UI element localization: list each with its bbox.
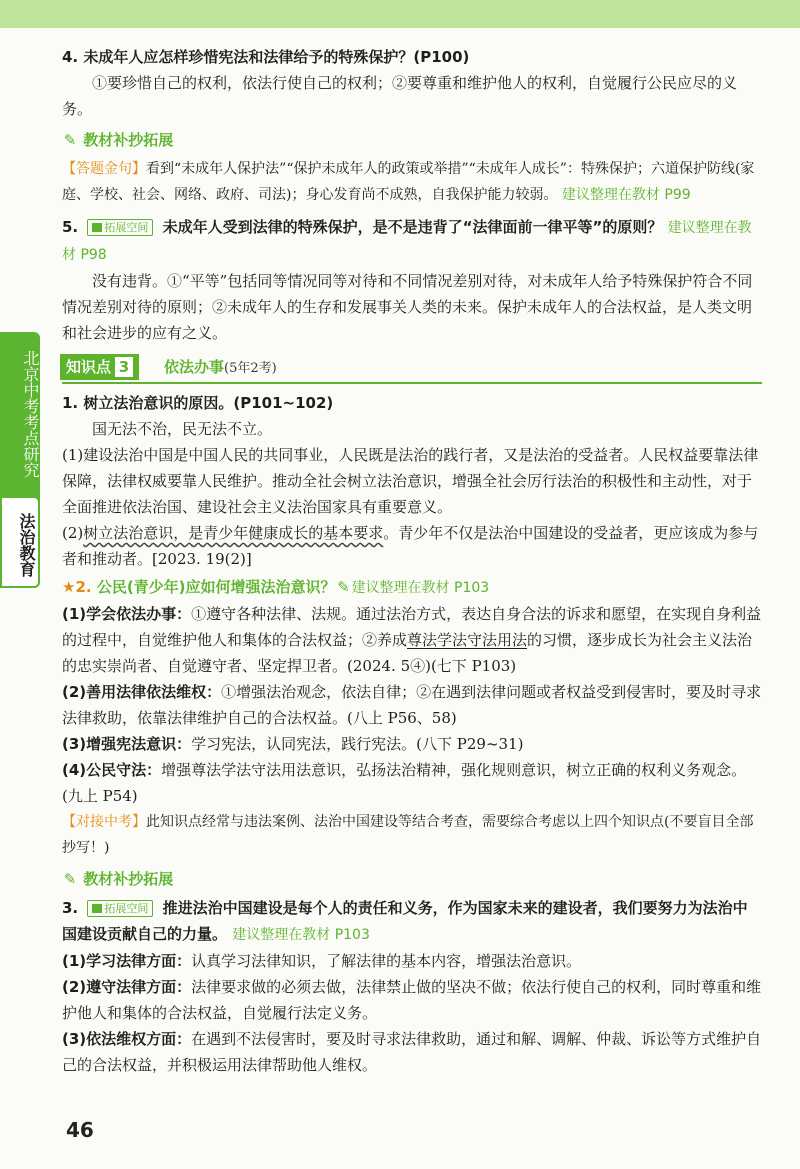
tip-label: 【答题金句】 (62, 161, 146, 177)
book-icon (92, 223, 102, 232)
exam-tip-text: 此知识点经常与违法案例、法治中国建设等结合考查，需要综合考虑以上四个知识点(不要盲目全部抄写！) (62, 814, 754, 856)
question-5-hint: 建议整理在教材 P98 (62, 220, 752, 263)
question-5-answer: 没有违背。①“平等”包括同等情况同等对待和不同情况差别对待，对未成年人给予特殊保护符合不同情况差别对待的原则；②未成年人的生存和发展事关人类的未来。保护未成年人的合法权益，是人类文明和社会进步的应有之义。 (62, 272, 753, 342)
expand-tag: 拓展空间 (87, 900, 153, 917)
tip-hint: 建议整理在教材 P99 (561, 187, 691, 203)
side-tab-book-title: 北京中考考点研究 (21, 350, 40, 478)
top-color-band (0, 0, 800, 28)
exam-tip-label: 【对接中考】 (62, 814, 146, 830)
k-question-3-hint: 建议整理在教材 P103 (232, 927, 370, 943)
knowledge-point-label: 知识点 3 (60, 354, 139, 380)
key-sentence: 树立法治意识，是青少年健康成长的基本要求 (83, 524, 384, 542)
page-number: 46 (66, 1118, 94, 1142)
k-question-2-hint: 建议整理在教材 P103 (351, 580, 490, 596)
k3-item-1: (1)学习法律方面：认真学习法律知识，了解法律的基本内容，增强法治意识。 (62, 952, 582, 970)
chapter-side-tab (0, 332, 40, 588)
tip-answer-phrase (62, 156, 762, 208)
question-4: 4. 未成年人应怎样珍惜宪法和法律给予的特殊保护？(P100) (62, 48, 470, 66)
supplement-heading-1: ✎ 教材补抄拓展 (62, 126, 762, 154)
k2-item-4: (4)公民守法：增强尊法学法守法用法意识，弘扬法治精神，强化规则意识，树立正确的权利义务观念。(九上 P54) (62, 761, 747, 805)
star-icon: ★2. (62, 578, 92, 596)
k-question-1-p2: (2)树立法治意识，是青少年健康成长的基本要求。青少年不仅是法治中国建设的受益者，更应该成为参与者和推动者。[2023. 19(2)] (62, 524, 759, 568)
expand-tag: 拓展空间 (87, 219, 153, 236)
k2-item-1: (1)学会依法办事：①遵守各种法律、法规。通过法治方式，表达自身合法的诉求和愿望，在实现自身利益的过程中，自觉维护他人和集体的合法权益；②养成尊法学法守法用法的习惯，逐步成长为社会主义法治的忠实崇尚者、自觉遵守者、坚定捍卫者。(2024. 5④)(七下 P103) (62, 605, 762, 675)
book-icon (92, 904, 102, 913)
question-5: 5. 拓展空间 未成年人受到法律的特殊保护，是不是违背了“法律面前一律平等”的原则？ 建议整理在教材 P98 (62, 218, 752, 263)
k3-item-3: (3)依法维权方面：在遇到不法侵害时，要及时寻求法律救助，通过和解、调解、仲裁、诉讼等方式维护自己的合法权益，并积极运用法律帮助他人维权。 (62, 1030, 762, 1074)
question-4-answer: ①要珍惜自己的权利，依法行使自己的权利；②要尊重和维护他人的权利，自觉履行公民应尽的义务。 (62, 74, 738, 118)
pencil-icon: ✎ (337, 578, 350, 596)
knowledge-point-header (62, 354, 762, 384)
question-4-title: 未成年人应怎样珍惜宪法和法律给予的特殊保护？(P100) (83, 48, 470, 66)
page-content (62, 44, 762, 1078)
k-question-2 (62, 574, 762, 601)
k2-item-3: (3)增强宪法意识：学习宪法，认同宪法，践行宪法。(八下 P29~31) (62, 735, 524, 753)
question-5-title: 未成年人受到法律的特殊保护，是不是违背了“法律面前一律平等”的原则？ (162, 218, 663, 236)
supplement-heading-2: ✎ 教材补抄拓展 (62, 865, 762, 893)
k-question-1-p1: (1)建设法治中国是中国人民的共同事业，人民既是法治的践行者，又是法治的受益者。人民权益要靠法律保障，法律权威要靠人民维护。推动全社会树立法治意识，增强全社会厉行法治的积极性和主动性，对于全面推进依法治国、建设社会主义法治国家具有重要意义。 (62, 446, 759, 516)
k-question-3-title: 推进法治中国建设是每个人的责任和义务，作为国家未来的建设者，我们要努力为法治中国建设贡献自己的力量。 (62, 899, 748, 943)
k-question-1-line0: 国无法不治，民无法不立。 (92, 420, 273, 438)
exam-tip (62, 809, 762, 861)
tip-text: 看到“未成年人保护法”“保护未成年人的政策或举措”“未成年人成长”：特殊保护；六道保护防线(家庭、学校、社会、网络、政府、司法)；身心发育尚不成熟，自我保护能力较弱。 (62, 161, 755, 203)
k2-item-2: (2)善用法律依法维权：①增强法治观念，依法自律；②在遇到法律问题或者权益受到侵害时，要及时寻求法律救助，依靠法律维护自己的合法权益。(八上 P56、58) (62, 683, 762, 727)
pencil-icon: ✎ (63, 131, 77, 149)
k3-item-2: (2)遵守法律方面：法律要求做的必须去做，法律禁止做的坚决不做；依法行使自己的权利，同时尊重和维护他人和集体的合法权益，自觉履行法定义务。 (62, 978, 762, 1022)
k-question-2-title: 公民(青少年)应如何增强法治意识？ (96, 578, 336, 596)
k-question-3: 3. 拓展空间 推进法治中国建设是每个人的责任和义务，作为国家未来的建设者，我们要努力为法治中国建设贡献自己的力量。 建议整理在教材 P103 (62, 899, 748, 943)
k-question-1: 1. 树立法治意识的原因。(P101~102) (62, 394, 334, 412)
pencil-icon: ✎ (63, 870, 77, 888)
side-tab-chapter: 法治教育 (0, 496, 40, 588)
knowledge-point-title: 依法办事(5年2考) (164, 358, 277, 376)
